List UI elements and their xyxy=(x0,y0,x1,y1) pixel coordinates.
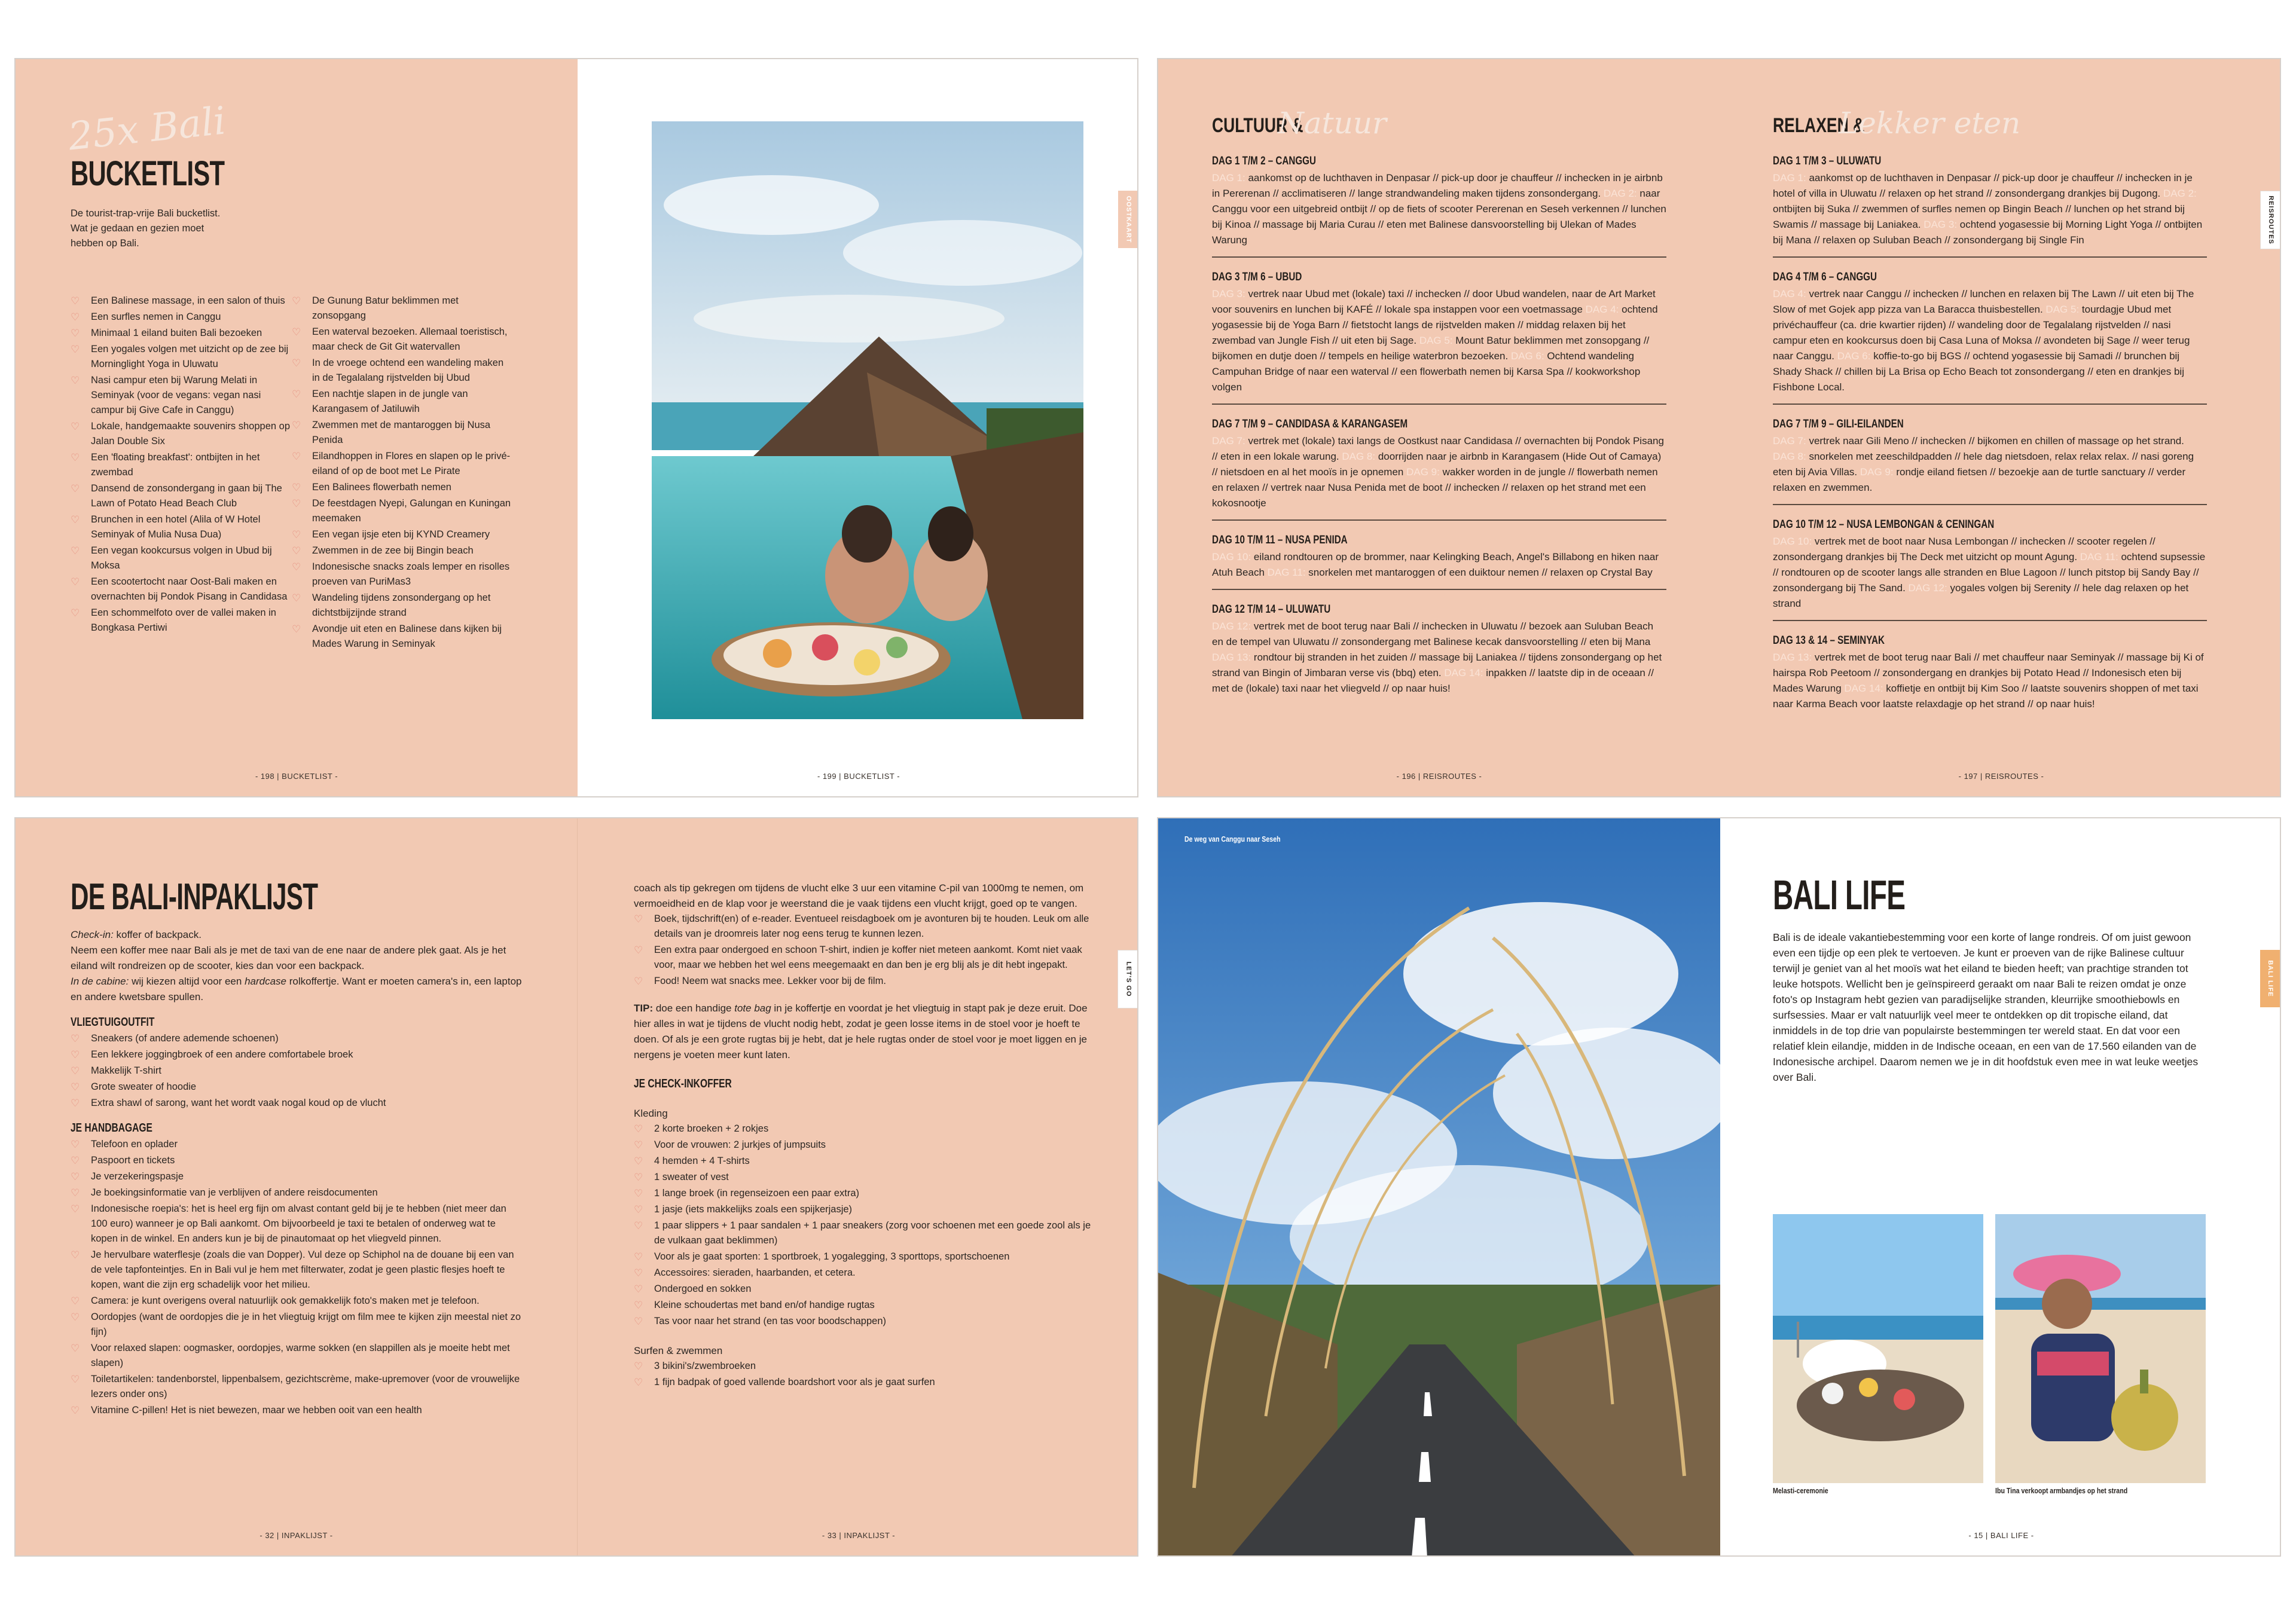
day-label: DAG 8: xyxy=(1773,451,1809,462)
day-text: koffie-to-go bij BGS // ochtend yogasessie bij Samadi // brunchen bij Shady Shack // chillen bij La Brisa op Echo Beach tot zonsondergang // eten en drankjes bij Fishbone Local. xyxy=(1773,350,2184,393)
list-item: ♡ Oordopjes (want de oordopjes die je in het vliegtuig krijgt om film mee te kijken zijn meestal niet zo fijn) xyxy=(71,1310,525,1340)
route-heading: DAG 12 T/M 14 – ULUWATU xyxy=(1212,603,1331,616)
day-text: snorkelen met mantaroggen of een duiktour nemen // relaxen op Crystal Bay xyxy=(1308,567,1653,578)
day-label: DAG 9: xyxy=(1860,466,1897,478)
page-title: BUCKETLIST xyxy=(71,154,225,193)
pool-illustration xyxy=(652,121,1083,719)
list-item: ♡ Een yogales volgen met uitzicht op de zee bij Morninglight Yoga in Uluwatu xyxy=(71,342,292,372)
list-item: ♡ Een nachtje slapen in de jungle van Karangasem of Jatiluwih xyxy=(292,387,513,417)
day-label: DAG 7: xyxy=(1212,435,1248,447)
list-item: ♡ Accessoires: sieraden, haarbanden, et cetera. xyxy=(634,1266,1094,1280)
folio-right: - 199 | BUCKETLIST - xyxy=(817,772,900,781)
route-heading: DAG 10 T/M 12 – NUSA LEMBONGAN & CENINGAN xyxy=(1773,518,1995,531)
day-text: ontbijten bij Suka // zwemmen of surfles nemen op Bingin Beach // lunchen op het strand bij Swamis // massage bij Laniakea. xyxy=(1773,203,2185,230)
surf-label: Surfen & zwemmen xyxy=(634,1345,723,1356)
page-32 xyxy=(16,818,578,1555)
route-list xyxy=(1773,155,2207,733)
list-item: ♡ 1 fijn badpak of goed vallende boardshort voor als je gaat surfen xyxy=(634,1375,1094,1390)
heading-handbagage: JE HANDBAGAGE xyxy=(71,1121,152,1135)
list-item: ♡ Een waterval bezoeken. Allemaal toeristisch, maar check de Git Git watervallen xyxy=(292,325,513,354)
list-item: ♡ Extra shawl of sarong, want het wordt vaak nogal koud op de vlucht xyxy=(71,1096,525,1111)
cabin-label: In de cabine: xyxy=(71,976,129,987)
list-item: ♡ Ondergoed en sokken xyxy=(634,1282,1094,1297)
route-text xyxy=(1773,534,2207,612)
day-label: DAG 3: xyxy=(1212,288,1248,299)
page-title: BALI LIFE xyxy=(1773,872,1906,918)
list-item: ♡ 1 jasje (iets makkelijks zoals een spijkerjasje) xyxy=(634,1202,1094,1217)
list-item: ♡ Voor als je gaat sporten: 1 sportbroek, 1 yogalegging, 3 sporttops, sportschoenen xyxy=(634,1249,1094,1264)
list-item: ♡ Toiletartikelen: tandenborstel, lippenbalsem, gezichtscrème, make-upremover (voor de vrouwelijke lezers onder ons) xyxy=(71,1372,525,1402)
list-item: ♡ Indonesische roepia's: het is heel erg fijn om alvast contant geld bij je te hebben (niet meer dan 100 euro) wanneer je op Bali aankomt. Om bijvoorbeeld je taxi te betalen of onderweg wat te kopen in de winkel. En anders kun je bij de pinautomaat op het vliegveld pinnen. xyxy=(71,1202,525,1246)
page-33 xyxy=(578,818,1138,1555)
route-heading: DAG 3 T/M 6 – UBUD xyxy=(1212,271,1302,283)
folio-left: - 198 | BUCKETLIST - xyxy=(255,772,338,781)
list-item: ♡ Een Balinees flowerbath nemen xyxy=(292,480,513,495)
route-heading: DAG 7 T/M 9 – GILI-EILANDEN xyxy=(1773,418,1904,430)
list-item: ♡ Een lekkere joggingbroek of een andere comfortabele broek xyxy=(71,1047,525,1062)
day-text: vertrek met (lokale) taxi langs de Oostkust naar Candidasa // overnachten bij Pondok Pisang // eten in een lokale warung. xyxy=(1212,435,1664,462)
list-item: ♡ Boek, tijdschrift(en) of e-reader. Eventueel reisdagboek om je avonturen bij te houden. Leuk om alle details van je droomreis later nog eens terug te kunnen lezen. xyxy=(634,912,1094,942)
list-item: ♡ Een schommelfoto over de vallei maken in Bongkasa Pertiwi xyxy=(71,606,292,635)
page-197 xyxy=(1720,59,2281,796)
day-text: rondje eiland fietsen // bezoekje aan de turtle sanctuary // verder relaxen en zwemmen. xyxy=(1773,466,2186,493)
day-text: vertrek naar Canggu // inchecken // lunchen en relaxen bij The Lawn // uit eten bij The Slow of met Gojek app pizza van La Baracca thuisbestellen. xyxy=(1773,288,2194,315)
day-label: DAG 2: xyxy=(2163,188,2197,199)
chapter-tab[interactable]: BALI LIFE xyxy=(2260,950,2280,1007)
day-label: DAG 11: xyxy=(2080,551,2121,563)
day-text: vertrek naar Gili Meno // inchecken // bijkomen en chillen of massage op het strand. xyxy=(1809,435,2184,447)
list-item: ♡ Wandeling tijdens zonsondergang op het dichtstbijzijnde strand xyxy=(292,591,513,621)
day-text: ochtend yogasessie bij de Yoga Barn // fietstocht langs de rijstvelden maken // middag relaxen bij het zwembad van Jungle Fish // uit eten bij Sage. xyxy=(1212,304,1658,346)
list-item: ♡ Een surfles nemen in Canggu xyxy=(71,310,292,325)
heading-vliegtuigoutfit: VLIEGTUIGOUTFIT xyxy=(71,1016,155,1029)
day-text: vertrek naar Ubud met (lokale) taxi // inchecken // door Ubud wandelen, naar de Art Market voor souvenirs en lunchen bij KAFÉ // lokale spa instappen voor een voetmassage xyxy=(1212,288,1656,315)
route-text xyxy=(1212,170,1666,248)
day-text: wakker worden in de jungle // flowerbath nemen en relaxen // vertrek naar Nusa Penida met de boot // inchecken // relaxen op het strand met een kokosnootje xyxy=(1212,466,1658,509)
day-label: DAG 4: xyxy=(1773,288,1809,299)
route-block xyxy=(1212,155,1666,258)
day-label: DAG 8: xyxy=(1342,451,1378,462)
day-text: vertrek met de boot terug naar Bali // met chauffeur naar Seminyak // massage bij Ki of hairspa Rob Peetoom // zonsondergang en drankjes bij Potato Head // Indonesisch eten bij Mades Warung xyxy=(1773,652,2204,694)
day-label: DAG 3: xyxy=(1923,219,1960,230)
day-text: aankomst op de luchthaven in Denpasar // pick-up door je chauffeur // inchecken in je hotel of villa in Uluwatu // relaxen op het strand // zonsondergang drankjes bij Dugong. xyxy=(1773,172,2193,199)
route-text xyxy=(1212,286,1666,395)
list-item: ♡ Vitamine C-pillen! Het is niet bewezen, maar we hebben ooit van een health xyxy=(71,1403,525,1418)
route-block xyxy=(1212,534,1666,590)
list-kleding xyxy=(634,1121,1094,1329)
road-photo xyxy=(1158,818,1720,1555)
list-item: ♡ Tas voor naar het strand (en tas voor boodschappen) xyxy=(634,1314,1094,1329)
list-item: ♡ Camera: je kunt overigens overal natuurlijk ook gemakkelijk foto's maken met je telefoon. xyxy=(71,1294,525,1309)
day-label: DAG 5: xyxy=(1419,335,1456,346)
chapter-tab[interactable]: LET'S GO xyxy=(1118,950,1138,1008)
day-label: DAG 6: xyxy=(1837,350,1874,362)
day-text: ochtend yogasessie bij Morning Light Yoga // ontbijten bij Mana // relaxen op Suluban Beach // zonsondergang bij Single Fin xyxy=(1773,219,2203,246)
list-item: ♡ Je verzekeringspasje xyxy=(71,1169,525,1184)
spread-inpaklijst xyxy=(14,817,1138,1557)
list-item: ♡ Sneakers (of andere ademende schoenen) xyxy=(71,1031,525,1046)
list-surf xyxy=(634,1359,1094,1390)
day-text: tourdagje Ubud met privéchauffeur (ca. drie kwartier rijden) // wandeling door de Tegalalang rijstvelden // nasi campur eten en kookcursus doen bij Casa Luna of Moksa // avondeten bij Sage // weer terug naar Canggu. xyxy=(1773,304,2190,362)
list-item: ♡ Kleine schoudertas met band en/of handige rugtas xyxy=(634,1298,1094,1313)
page-198 xyxy=(16,59,578,796)
route-text xyxy=(1212,433,1666,511)
day-label: DAG 2: xyxy=(1603,188,1640,199)
list-item: ♡ Grote sweater of hoodie xyxy=(71,1080,525,1095)
list-item: ♡ Minimaal 1 eiland buiten Bali bezoeken xyxy=(71,326,292,341)
day-text: Ochtend wandeling Campuhan Bridge of naar een waterval // een flowerbath nemen bij Karsa Spa // kookworkshop volgen xyxy=(1212,350,1641,393)
list-item: ♡ Zwemmen met de mantaroggen bij Nusa Penida xyxy=(292,418,513,448)
day-text: koffietje en ontbijt bij Kim Soo // laatste souvenirs shoppen of met taxi naar Karma Beach voor laatste relaxdagje op het strand // op naar huis! xyxy=(1773,683,2199,710)
route-block xyxy=(1773,518,2207,621)
list-item: ♡ Een Balinese massage, in een salon of thuis xyxy=(71,294,292,308)
section-title: CULTUUR & xyxy=(1212,114,1303,137)
list-item: ♡ Nasi campur eten bij Warung Melati in Seminyak (voor de vegans: vegan nasi campur bij Give Cafe in Canggu) xyxy=(71,373,292,418)
day-label: DAG 6: xyxy=(1510,350,1547,362)
day-label: DAG 1: xyxy=(1773,172,1809,184)
route-heading: DAG 10 T/M 11 – NUSA PENIDA xyxy=(1212,534,1348,546)
route-heading: DAG 1 T/M 2 – CANGGU xyxy=(1212,155,1316,167)
day-label: DAG 10: xyxy=(1773,536,1815,547)
vitamin-continued: coach als tip gekregen om tijdens de vlucht elke 3 uur een vitamine C-pil van 1000mg te nemen, om vermoeidheid en de klap voor je weerstand die je vaak tijdens een vlucht krijgt, goed op te vangen. xyxy=(634,882,1084,909)
spread-reisroutes xyxy=(1157,58,2281,797)
folio-left: - 196 | REISROUTES - xyxy=(1396,772,1482,781)
day-text: naar Canggu voor een uitgebreid ontbijt // op de fiets of scooter Pererenan en Seseh verkennen // lunchen bij Kinoa // massage bij Maria Curau // eten met Balinese dansvoorstelling bij Ulekan of Mades Warung xyxy=(1212,188,1666,246)
list-item: ♡ Voor de vrouwen: 2 jurkjes of jumpsuits xyxy=(634,1138,1094,1153)
route-heading: DAG 13 & 14 – SEMINYAK xyxy=(1773,634,1885,647)
page-title: DE BALI-INPAKLIJST xyxy=(71,876,318,918)
list-item: ♡ 4 hemden + 4 T-shirts xyxy=(634,1154,1094,1169)
folio-right: - 15 | BALI LIFE - xyxy=(1968,1531,2034,1540)
photo-caption: De weg van Canggu naar Seseh xyxy=(1184,835,1281,843)
body-text: Bali is de ideale vakantiebestemming voor een korte of lange rondreis. Of om juist gewoon even een tijdje op een plek te vertoeven. Je kunt er proeven van de rijke Balinese cultuur terwijl je geniet van al het mooïs wat het eiland te bieden heeft; van prachtige stranden tot leuke hotspots. Wellicht ben je geïnspireerd geraakt om naar Bali te reizen omdat je onze foto's op Instagram hebt gezien van paradijselijke stranden, kleurrijke smoothiebowls en surfsessies. Maar er valt natuurlijk veel meer te ontdekken op dit tropische eiland, dat inmiddels in de top drie van populairste bestemmingen ter wereld staat. En dat voor een relatief klein eilandje, midden in de Indische oceaan, en een van de 17.560 eilanden van de Indonesische archipel. Daarom nemen we je in dit hoofdstuk even mee in wat leuke weetjes over Bali. xyxy=(1773,931,2199,1083)
spread-bucketlist xyxy=(14,58,1138,797)
section-title: RELAXEN & xyxy=(1773,114,1865,137)
folio-left: - 32 | INPAKLIJST - xyxy=(259,1531,333,1540)
route-text xyxy=(1773,650,2207,712)
page-14 xyxy=(1158,818,1720,1555)
list-handbagage xyxy=(71,1137,525,1418)
route-list xyxy=(1212,155,1666,718)
list-item: ♡ Eilandhoppen in Flores en slapen op le privé-eiland of op de boot met Le Pirate xyxy=(292,449,513,479)
route-text xyxy=(1773,170,2207,248)
section-title-script: Lekker eten xyxy=(1839,106,2021,140)
day-text: doorrijden naar je airbnb in Karangasem (Hide Out of Camaya) // nietsdoen en al het mooïs in je opnemen xyxy=(1212,451,1662,478)
folio-right: - 33 | INPAKLIJST - xyxy=(822,1531,896,1540)
day-text: rondtour bij stranden in het zuiden // massage bij Laniakea // tijdens zonsondergang op het strand van Bingin of Jimbaran verse vis (bbq) eten. xyxy=(1212,652,1662,678)
day-label: DAG 12: xyxy=(1212,621,1254,632)
day-label: DAG 13: xyxy=(1773,652,1815,663)
day-text: snorkelen met zeeschildpadden // hele dag nietsdoen, relax relax relax. // nasi goreng eten bij Avia Villas. xyxy=(1773,451,2194,478)
list-item: ♡ De feestdagen Nyepi, Galungan en Kuningan meemaken xyxy=(292,496,513,526)
day-text: vertrek met de boot terug naar Bali // inchecken in Uluwatu // bezoek aan Suluban Beach en de tempel van Uluwatu // zonsondergang met Balinese kecak dansvoorstelling // eten bij Mana xyxy=(1212,621,1654,647)
day-label: DAG 10: xyxy=(1212,551,1254,563)
day-label: DAG 5: xyxy=(2045,304,2082,315)
route-block xyxy=(1212,418,1666,521)
checkin-label: Check-in: xyxy=(71,929,114,940)
list-item: ♡ Je hervulbare waterflesje (zoals die van Dopper). Vul deze op Schiphol na de douane bij een van de vele tapfonteintjes. En in Bali vul je hem met filterwater, zodat je geen plastic flesjes hoeft te kopen, want die zijn erg schadelijk voor het milieu. xyxy=(71,1248,525,1292)
day-label: DAG 13: xyxy=(1212,652,1254,663)
list-item: ♡ Lokale, handgemaakte souvenirs shoppen op Jalan Double Six xyxy=(71,419,292,449)
list-item: ♡ De Gunung Batur beklimmen met zonsopgang xyxy=(292,294,513,323)
spread-bali-life xyxy=(1157,817,2281,1557)
intro-text: De tourist-trap-vrije Bali bucketlist. Wat je gedaan en gezien moet hebben op Bali. xyxy=(71,208,221,249)
list-item: ♡ 1 paar slippers + 1 paar sandalen + 1 paar sneakers (zorg voor schoenen met een goede zool als je de vulkaan gaat beklimmen) xyxy=(634,1218,1094,1248)
caption-melasti: Melasti-ceremonie xyxy=(1773,1487,1828,1495)
route-text xyxy=(1212,549,1666,580)
list-item: ♡ Avondje uit eten en Balinese dans kijken bij Mades Warung in Seminyak xyxy=(292,622,513,652)
kleding-label: Kleding xyxy=(634,1108,668,1119)
list-item: ♡ Zwemmen in de zee bij Bingin beach xyxy=(292,543,513,558)
list-item: ♡ Makkelijk T-shirt xyxy=(71,1063,525,1078)
list-item: ♡ Een vegan ijsje eten bij KYND Creamery xyxy=(292,527,513,542)
caption-ibu-tina: Ibu Tina verkoopt armbandjes op het strand xyxy=(1995,1487,2128,1495)
route-block xyxy=(1773,155,2207,258)
route-block xyxy=(1773,271,2207,405)
route-block xyxy=(1212,271,1666,405)
bucketlist-column-1 xyxy=(71,294,292,637)
list-item: ♡ Een extra paar ondergoed en schoon T-shirt, indien je koffer niet meteen aankomt. Komt niet vaak voor, maar we hebben het wel eens meegemaakt en dan ben je erg blij als je dit hebt ingepakt. xyxy=(634,943,1094,973)
chapter-tab[interactable]: REISROUTES xyxy=(2260,191,2281,249)
route-text xyxy=(1773,286,2207,395)
melasti-photo xyxy=(1773,1214,1983,1483)
route-heading: DAG 4 T/M 6 – CANGGU xyxy=(1773,271,1877,283)
title-script: 25x Bali xyxy=(66,99,228,160)
list-item: ♡ In de vroege ochtend een wandeling maken in de Tegalalang rijstvelden bij Ubud xyxy=(292,356,513,386)
day-text: inpakken // laatste dip in de oceaan // met de (lokale) taxi naar het vliegveld // op naar huis! xyxy=(1212,667,1654,694)
ibu-tina-photo xyxy=(1995,1214,2206,1483)
page-196 xyxy=(1158,59,1720,796)
list-item: ♡ Telefoon en oplader xyxy=(71,1137,525,1152)
list-item: ♡ Voor relaxed slapen: oogmasker, oordopjes, warme sokken (en slappillen als je moeite hebt met slapen) xyxy=(71,1341,525,1371)
day-text: vertrek met de boot naar Nusa Lembongan // inchecken // scooter regelen // zonsondergang drankjes bij The Deck met uitzicht op mount Agung. xyxy=(1773,536,2155,563)
day-label: DAG 1: xyxy=(1212,172,1248,184)
day-text: aankomst op de luchthaven in Denpasar // pick-up door je chauffeur // inchecken in je airbnb in Pererenan // acclimatiseren // lange strandwandeling maken tijdens zonsondergang. xyxy=(1212,172,1663,199)
day-label: DAG 14: xyxy=(1444,667,1486,678)
tip-label: TIP: xyxy=(634,1002,654,1014)
list-item: ♡ Dansend de zonsondergang in gaan bij The Lawn of Potato Head Beach Club xyxy=(71,481,292,511)
route-block xyxy=(1773,418,2207,505)
packing-right-column: coach als tip gekregen om tijdens de vlucht elke 3 uur een vitamine C-pil van 1000mg te nemen, om vermoeidheid en de klap voor je weerstand die je vaak tijdens een vlucht krijgt, goed op te vangen. ♡ Boek, tijdschrift(en) of e-reader. Eventueel reisdagboek om je avonturen bij te houden. Leuk om alle details van je droomreis later nog eens terug te kunnen lezen. ♡ Een extra paar ondergoed en schoon T-shirt, indien je koffer niet meteen aankomt. Komt niet vaak voor, maar we hebben het wel eens meegemaakt en dan ben je erg blij als je dit hebt ingepakt. ♡ Food! Neem wat snacks mee. Lekker voor bij de film. TIP: doe een handige tote bag in je koffertje en voordat je het vliegtuig in stapt pak je deze eruit. Doe hier alles in wat je tijdens de vlucht nodig hebt, zodat je geen losse items in de stoel voor je hoeft te doen. Of als je een grote rugtas bij je hebt, dat je hele rugtas onder de stoel voor je moet liggen en je nergens je voeten meer kunt laten. JE CHECK-INKOFFER Kleding ♡ 2 korte broeken + 2 rokjes ♡ Voor de vrouwen: 2 jurkjes of jumpsuits ♡ 4 hemden + 4 T-shirts ♡ 1 sweater of vest ♡ 1 lange broek (in regenseizoen een paar extra) ♡ 1 jasje (iets makkelijks zoals een spijkerjasje) ♡ 1 paar slippers + 1 paar sandalen + 1 paar sneakers (zorg voor schoenen met een goede zool als je de vulkaan gaat beklimmen) ♡ Voor als je gaat sporten: 1 sportbroek, 1 yogalegging, 3 sporttops, sportschoenen ♡ Accessoires: sieraden, haarbanden, et cetera. ♡ Ondergoed en sokken ♡ Kleine schoudertas met band en/of handige rugtas ♡ Tas voor naar het strand (en tas voor boodschappen) Surfen & zwemmen ♡ 3 bikini's/zwembroeken ♡ 1 fijn badpak of goed vallende boardshort voor als je gaat surfen xyxy=(634,881,1094,1391)
route-block xyxy=(1212,603,1666,705)
day-text: Mount Batur beklimmen met zonsopgang // bijkomen en dutje doen // tempels en heilige waterbron bezoeken. xyxy=(1212,335,1650,362)
route-text xyxy=(1212,619,1666,696)
road-illustration xyxy=(1158,818,1720,1555)
day-text: eiland rondtouren op de brommer, naar Kelingking Beach, Angel's Billabong en hiken naar Atuh Beach xyxy=(1212,551,1659,578)
route-text xyxy=(1773,433,2207,496)
packing-left-column: Check-in: koffer of backpack. Neem een koffer mee naar Bali als je met de taxi van de ene naar de andere plek gaat. Als je het eiland wilt rondreizen op de scooter, kies dan voor een backpack. In de cabine: wij kiezen altijd voor een hardcase rolkoffertje. Want er moeten camera's in, een laptop en andere kwetsbare spullen. VLIEGTUIGOUTFIT ♡ Sneakers (of andere ademende schoenen) ♡ Een lekkere joggingbroek of een andere comfortabele broek ♡ Makkelijk T-shirt ♡ Grote sweater of hoodie ♡ Extra shawl of sarong, want het wordt vaak nogal koud op de vlucht JE HANDBAGAGE ♡ Telefoon en oplader ♡ Paspoort en tickets ♡ Je verzekeringspasje ♡ Je boekingsinformatie van je verblijven of andere reisdocumenten ♡ Indonesische roepia's: het is heel erg fijn om alvast contant geld bij je te hebben (niet meer dan 100 euro) wanneer je op Bali aankomt. Om bijvoorbeeld je taxi te betalen of onderweg wat te kopen in de winkel. En anders kun je bij de pinautomaat op het vliegveld pinnen. ♡ Je hervulbare waterflesje (zoals die van Dopper). Vul deze op Schiphol na de douane bij een van de vele tapfonteintjes. En in Bali vul je hem met filterwater, zodat je geen plastic flesjes hoeft te kopen, want die zijn erg schadelijk voor het milieu. ♡ Camera: je kunt overigens overal natuurlijk ook gemakkelijk foto's maken met je telefoon. ♡ Oordopjes (want de oordopjes die je in het vliegtuig krijgt om film mee te kijken zijn meestal niet zo fijn) ♡ Voor relaxed slapen: oogmasker, oordopjes, warme sokken (en slappillen als je moeite hebt met slapen) ♡ Toiletartikelen: tandenborstel, lippenbalsem, gezichtscrème, make-upremover (voor de vrouwelijke lezers onder ons) ♡ Vitamine C-pillen! Het is niet bewezen, maar we hebben ooit van een health xyxy=(71,927,525,1419)
list-item: ♡ Een scootertocht naar Oost-Bali maken en overnachten bij Pondok Pisang in Candidasa xyxy=(71,574,292,604)
bucketlist-column-2 xyxy=(292,294,513,653)
list-item: ♡ Brunchen in een hotel (Alila of W Hotel Seminyak of Mulia Nusa Dua) xyxy=(71,512,292,542)
infinity-pool-photo xyxy=(652,121,1083,719)
day-text: ochtend supsessie // rondtouren op de scooter langs alle stranden en Blue Lagoon // lunch pitstop bij Sandy Bay // zonsondergang bij The Sand. xyxy=(1773,551,2206,594)
list-vliegtuigoutfit xyxy=(71,1031,525,1111)
day-label: DAG 14: xyxy=(1844,683,1886,694)
route-heading: DAG 1 T/M 3 – ULUWATU xyxy=(1773,155,1882,167)
list-item: ♡ Je boekingsinformatie van je verblijven of andere reisdocumenten xyxy=(71,1185,525,1200)
list-item: ♡ Paspoort en tickets xyxy=(71,1153,525,1168)
list-item: ♡ Food! Neem wat snacks mee. Lekker voor bij de film. xyxy=(634,974,1094,989)
list-extra xyxy=(634,912,1094,989)
chapter-tab[interactable]: OOSTKAART xyxy=(1118,191,1138,248)
page-199 xyxy=(578,59,1138,796)
intro-text: Neem een koffer mee naar Bali als je met de taxi van de ene naar de andere plek gaat. Als je het eiland wilt rondreizen op de scooter, kies dan voor een backpack. xyxy=(71,945,506,971)
day-label: DAG 7: xyxy=(1773,435,1809,447)
list-item: ♡ 2 korte broeken + 2 rokjes xyxy=(634,1121,1094,1136)
list-item: ♡ 1 sweater of vest xyxy=(634,1170,1094,1185)
list-item: ♡ Een 'floating breakfast': ontbijten in het zwembad xyxy=(71,450,292,480)
route-block xyxy=(1773,634,2207,720)
list-item: ♡ Indonesische snacks zoals lemper en risolles proeven van PuriMas3 xyxy=(292,560,513,589)
folio-right: - 197 | REISROUTES - xyxy=(1958,772,2044,781)
day-label: DAG 4: xyxy=(1585,304,1622,315)
heading-checkin: JE CHECK-INKOFFER xyxy=(634,1077,732,1090)
day-text: yogales volgen bij Serenity // hele dag relaxen op het strand xyxy=(1773,582,2189,609)
page-15 xyxy=(1720,818,2281,1555)
list-item: ♡ 3 bikini's/zwembroeken xyxy=(634,1359,1094,1374)
section-title-script: Natuur xyxy=(1278,106,1387,140)
day-label: DAG 11: xyxy=(1267,567,1309,578)
route-heading: DAG 7 T/M 9 – CANDIDASA & KARANGASEM xyxy=(1212,418,1408,430)
day-label: DAG 12: xyxy=(1908,582,1950,594)
list-item: ♡ Een vegan kookcursus volgen in Ubud bij Moksa xyxy=(71,543,292,573)
list-item: ♡ 1 lange broek (in regenseizoen een paar extra) xyxy=(634,1186,1094,1201)
day-label: DAG 9: xyxy=(1406,466,1443,478)
